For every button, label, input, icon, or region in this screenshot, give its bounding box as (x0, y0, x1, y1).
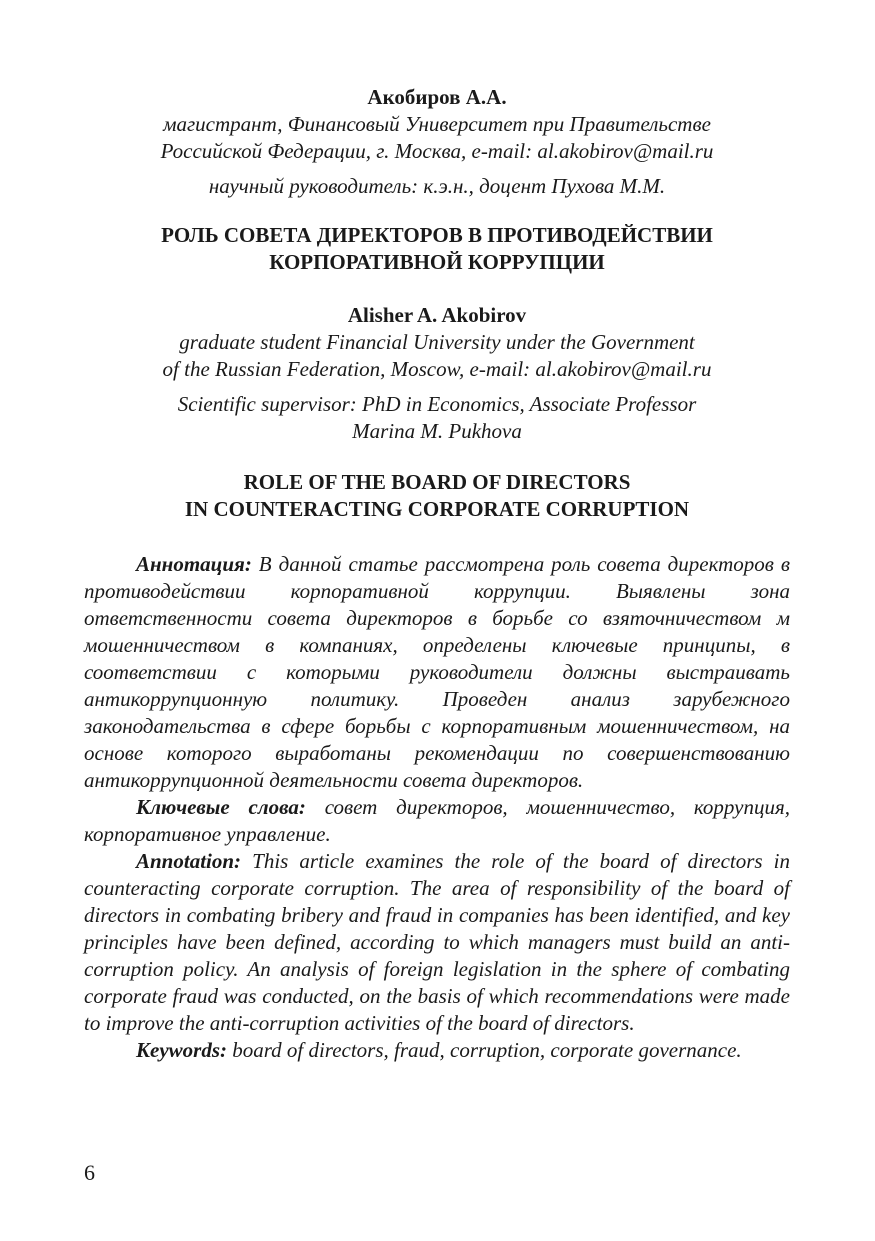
en-supervisor-line-1: Scientific supervisor: PhD in Economics, Associate Professor (177, 392, 697, 416)
keywords-en-text: board of directors, fraud, corruption, corporate governance. (232, 1038, 742, 1062)
en-supervisor-line-2: Marina M. Pukhova (352, 419, 522, 443)
abstract-ru (84, 551, 790, 794)
ru-supervisor: научный руководитель: к.э.н., доцент Пухова М.М. (208, 174, 666, 198)
keywords-ru-label: Ключевые слова: (136, 795, 306, 819)
ru-author: Акобиров А.А. (367, 85, 507, 109)
abstract-ru-label: Аннотация: (136, 552, 252, 576)
en-title-line-1: ROLE OF THE BOARD OF DIRECTORS (243, 470, 631, 494)
ru-title-line-2: КОРПОРАТИВНОЙ КОРРУПЦИИ (269, 250, 605, 274)
en-affiliation-line-2: of the Russian Federation, Moscow, e-mail: al.akobirov@mail.ru (162, 357, 712, 381)
ru-title-line-1: РОЛЬ СОВЕТА ДИРЕКТОРОВ В ПРОТИВОДЕЙСТВИИ (161, 223, 713, 247)
abstract-en-label: Annotation: (136, 849, 242, 873)
keywords-en-label: Keywords: (136, 1038, 227, 1062)
keywords-ru-text: совет директоров, мошенничество, коррупция, корпоративное управление. (84, 795, 790, 846)
article-page (84, 84, 790, 1064)
en-author: Alisher A. Akobirov (347, 303, 527, 327)
abstract-ru-text: В данной статье рассмотрена роль совета директоров в противодействии корпоративной коррупции. Выявлены зона ответственности совета директоров в борьбе со взяточничеством м мошенничеством в компаниях, определены ключевые принципы, в соответствии с которыми руководители должны выстраивать антикоррупционную политику. Проведен анализ зарубежного законодательства в сфере борьбы с корпоративным мошенничеством, на основе которого выработаны рекомендации по совершенствованию антикоррупционной деятельности совета директоров. (84, 552, 791, 792)
ru-affiliation-line-1: магистрант, Финансовый Университет при Правительстве (163, 112, 711, 136)
en-affiliation-line-1: graduate student Financial University under the Government (179, 330, 695, 354)
abstract-en (84, 848, 790, 1037)
ru-affiliation-line-2: Российской Федерации, г. Москва, e-mail: al.akobirov@mail.ru (160, 139, 714, 163)
keywords-en (84, 1037, 790, 1064)
abstract-en-text: This article examines the role of the board of directors in counteracting corporate corruption. The area of responsibility of the board of directors in combating bribery and fraud in companies has been identified, and key principles have been defined, according to which managers must build an anti-corruption policy. An analysis of foreign legislation in the sphere of combating corporate fraud was conducted, on the basis of which recommendations were made to improve the anti-corruption activities of the board of directors. (84, 849, 790, 1035)
abstract-section (84, 551, 790, 1064)
page-number: 6 (84, 1160, 95, 1185)
keywords-ru (84, 794, 790, 848)
ru-header (84, 84, 790, 276)
en-title-line-2: IN COUNTERACTING CORPORATE CORRUPTION (184, 497, 690, 521)
en-header (84, 302, 790, 523)
